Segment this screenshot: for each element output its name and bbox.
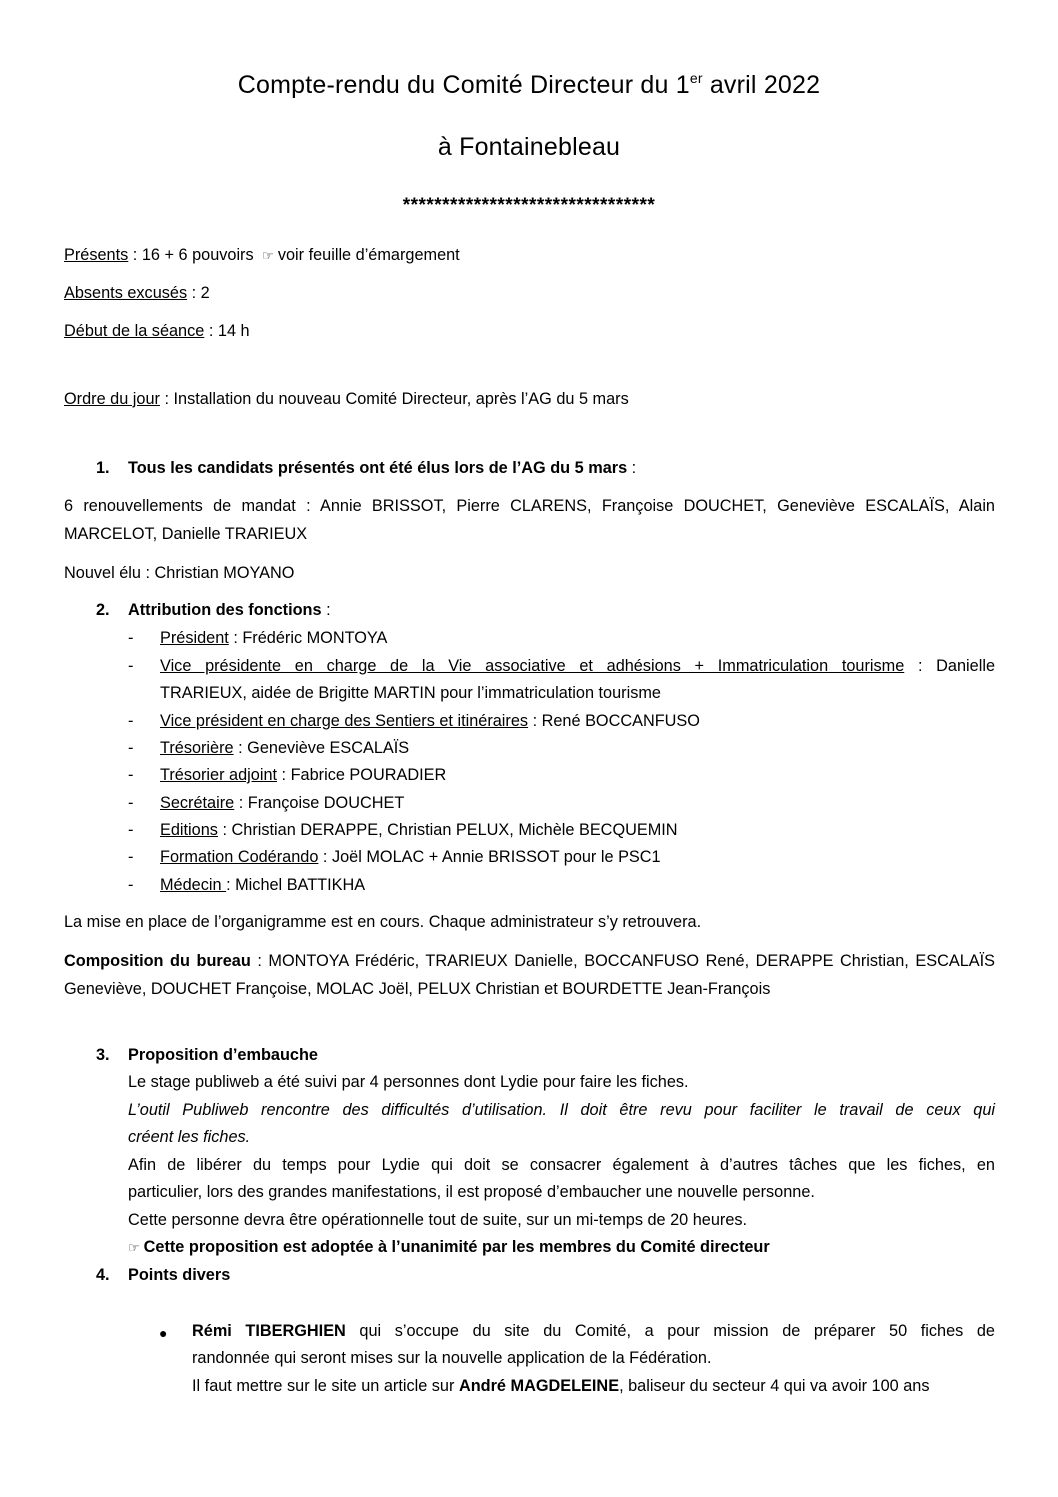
bureau-line1	[64, 952, 995, 971]
absents-line	[64, 284, 210, 303]
absents-value: : 2	[187, 284, 210, 302]
list-dash: -	[128, 766, 134, 784]
section4-heading: Points divers	[128, 1266, 231, 1284]
section1-heading-text: Tous les candidats présentés ont été élus lors de l’AG du 5 mars	[128, 459, 628, 477]
document-location: à Fontainebleau	[437, 133, 621, 161]
list-dash: -	[128, 739, 134, 757]
role-value: : Danielle	[904, 657, 995, 675]
renewals-line2: MARCELOT, Danielle TRARIEUX	[64, 525, 308, 543]
section3-heading: Proposition d’embauche	[128, 1046, 318, 1064]
title-text: Compte-rendu du Comité Directeur du 1	[237, 71, 690, 99]
section3-p1: Le stage publiweb a été suivi par 4 personnes dont Lydie pour faire les fiches.	[128, 1073, 689, 1091]
role-value: : René BOCCANFUSO	[528, 712, 700, 730]
presents-note: voir feuille d’émargement	[277, 246, 460, 264]
bullet1-line1	[192, 1322, 995, 1341]
role-label: Vice président en charge des Sentiers et itinéraires	[160, 712, 529, 730]
role-secretaire	[160, 794, 404, 813]
list-dash: -	[128, 794, 134, 812]
role-label: Trésorière	[160, 739, 234, 757]
role-label: Vice présidente en charge de la Vie associative et adhésions + Immatriculation tourisme	[160, 657, 905, 675]
section3-p2-line1: L’outil Publiweb rencontre des difficultés d’utilisation. Il doit être revu pour faciliter le travail de ceux qui	[128, 1101, 995, 1119]
debut-label: Début de la séance	[64, 322, 205, 340]
bullet1-line3-name: André MAGDELEINE	[458, 1377, 620, 1395]
section2-number: 2.	[96, 601, 110, 619]
section3-number: 3.	[96, 1046, 110, 1064]
role-value: : Geneviève ESCALAÏS	[233, 739, 410, 757]
role-label: Editions	[160, 821, 218, 839]
section1-heading-suffix: :	[627, 459, 637, 477]
bullet1-line2: randonnée qui seront mises sur la nouvelle application de la Fédération.	[192, 1349, 712, 1367]
section3-decision	[128, 1238, 770, 1257]
renewals-line1: 6 renouvellements de mandat : Annie BRISSOT, Pierre CLARENS, Françoise DOUCHET, Geneviève ESCALAÏS, Alain	[64, 497, 995, 515]
list-dash: -	[128, 657, 134, 675]
section1-number: 1.	[96, 459, 110, 477]
bureau-line2: Geneviève, DOUCHET Françoise, MOLAC Joël, PELUX Christian et BOURDETTE Jean-François	[64, 980, 771, 998]
document-title	[0, 70, 1058, 100]
role-tresoriere	[160, 739, 409, 758]
bureau-label: Composition du bureau	[64, 952, 251, 970]
role-vice-presidente	[160, 657, 995, 676]
bullet1-line3-a: Il faut mettre sur le site un article sur	[192, 1377, 459, 1395]
presents-value: : 16 + 6 pouvoirs	[128, 246, 259, 264]
organigramme-note: La mise en place de l’organigramme est en cours. Chaque administrateur s’y retrouvera.	[64, 913, 702, 931]
role-formation	[160, 848, 661, 867]
presents-line	[64, 246, 460, 265]
section3-p3-line2: particulier, lors des grandes manifestations, il est proposé d’embaucher une nouvelle personne.	[128, 1183, 815, 1201]
pointing-hand-icon: ☞	[128, 1240, 140, 1255]
decision-text: Cette proposition est adoptée à l’unanimité par les membres du Comité directeur	[143, 1238, 770, 1256]
role-label: Formation Codérando	[160, 848, 319, 866]
role-value: : Michel BATTIKHA	[226, 876, 366, 894]
role-label: Secrétaire	[160, 794, 235, 812]
role-president	[160, 629, 387, 648]
list-dash: -	[128, 712, 134, 730]
section3-p2-line2: créent les fiches.	[128, 1128, 251, 1146]
role-label: Trésorier adjoint	[160, 766, 278, 784]
role-medecin	[160, 876, 365, 895]
bullet1-name: Rémi TIBERGHIEN	[192, 1322, 346, 1340]
section2-heading	[128, 601, 331, 620]
role-label: Président	[160, 629, 229, 647]
list-dash: -	[128, 848, 134, 866]
bureau-members: : MONTOYA Frédéric, TRARIEUX Danielle, BOCCANFUSO René, DERAPPE Christian, ESCALAÏS	[250, 952, 995, 970]
bullet1-text: qui s’occupe du site du Comité, a pour mission de préparer 50 fiches de	[345, 1322, 995, 1340]
title-superscript: er	[689, 70, 703, 86]
ordre-label: Ordre du jour	[64, 390, 160, 408]
section3-p4: Cette personne devra être opérationnelle tout de suite, sur un mi-temps de 20 heures.	[128, 1211, 748, 1229]
role-value: : Christian DERAPPE, Christian PELUX, Michèle BECQUEMIN	[217, 821, 678, 839]
role-value: : Françoise DOUCHET	[234, 794, 405, 812]
section4-number: 4.	[96, 1266, 110, 1284]
section2-heading-text: Attribution des fonctions	[128, 601, 322, 619]
ordre-value: : Installation du nouveau Comité Directeur, après l’AG du 5 mars	[159, 390, 629, 408]
debut-value: : 14 h	[204, 322, 250, 340]
role-label: Médecin	[160, 876, 227, 894]
role-value: : Joël MOLAC + Annie BRISSOT pour le PSC1	[318, 848, 661, 866]
new-elected: Nouvel élu : Christian MOYANO	[64, 564, 295, 582]
debut-line	[64, 322, 250, 341]
list-dash: -	[128, 629, 134, 647]
title-date: avril 2022	[702, 71, 821, 99]
list-dash: -	[128, 876, 134, 894]
role-tresorier-adjoint	[160, 766, 446, 785]
role-vice-president	[160, 712, 700, 731]
section2-heading-suffix: :	[321, 601, 331, 619]
role-value: : Fabrice POURADIER	[277, 766, 447, 784]
separator: ********************************	[402, 195, 656, 216]
bullet1-line3	[192, 1377, 930, 1396]
role-value: : Frédéric MONTOYA	[228, 629, 388, 647]
absents-label: Absents excusés	[64, 284, 188, 302]
ordre-line	[64, 390, 629, 409]
list-dash: -	[128, 821, 134, 839]
presents-label: Présents	[64, 246, 129, 264]
role-editions	[160, 821, 678, 840]
bullet1-line3-b: , baliseur du secteur 4 qui va avoir 100 ans	[619, 1377, 930, 1395]
section3-p3-line1: Afin de libérer du temps pour Lydie qui doit se consacrer également à d’autres tâches que les fiches, en	[128, 1156, 995, 1174]
pointing-hand-icon: ☞	[262, 248, 274, 263]
role-vice-presidente-cont: TRARIEUX, aidée de Brigitte MARTIN pour l’immatriculation tourisme	[160, 684, 661, 702]
section1-heading	[128, 459, 636, 478]
bullet-icon: ●	[159, 1325, 168, 1341]
